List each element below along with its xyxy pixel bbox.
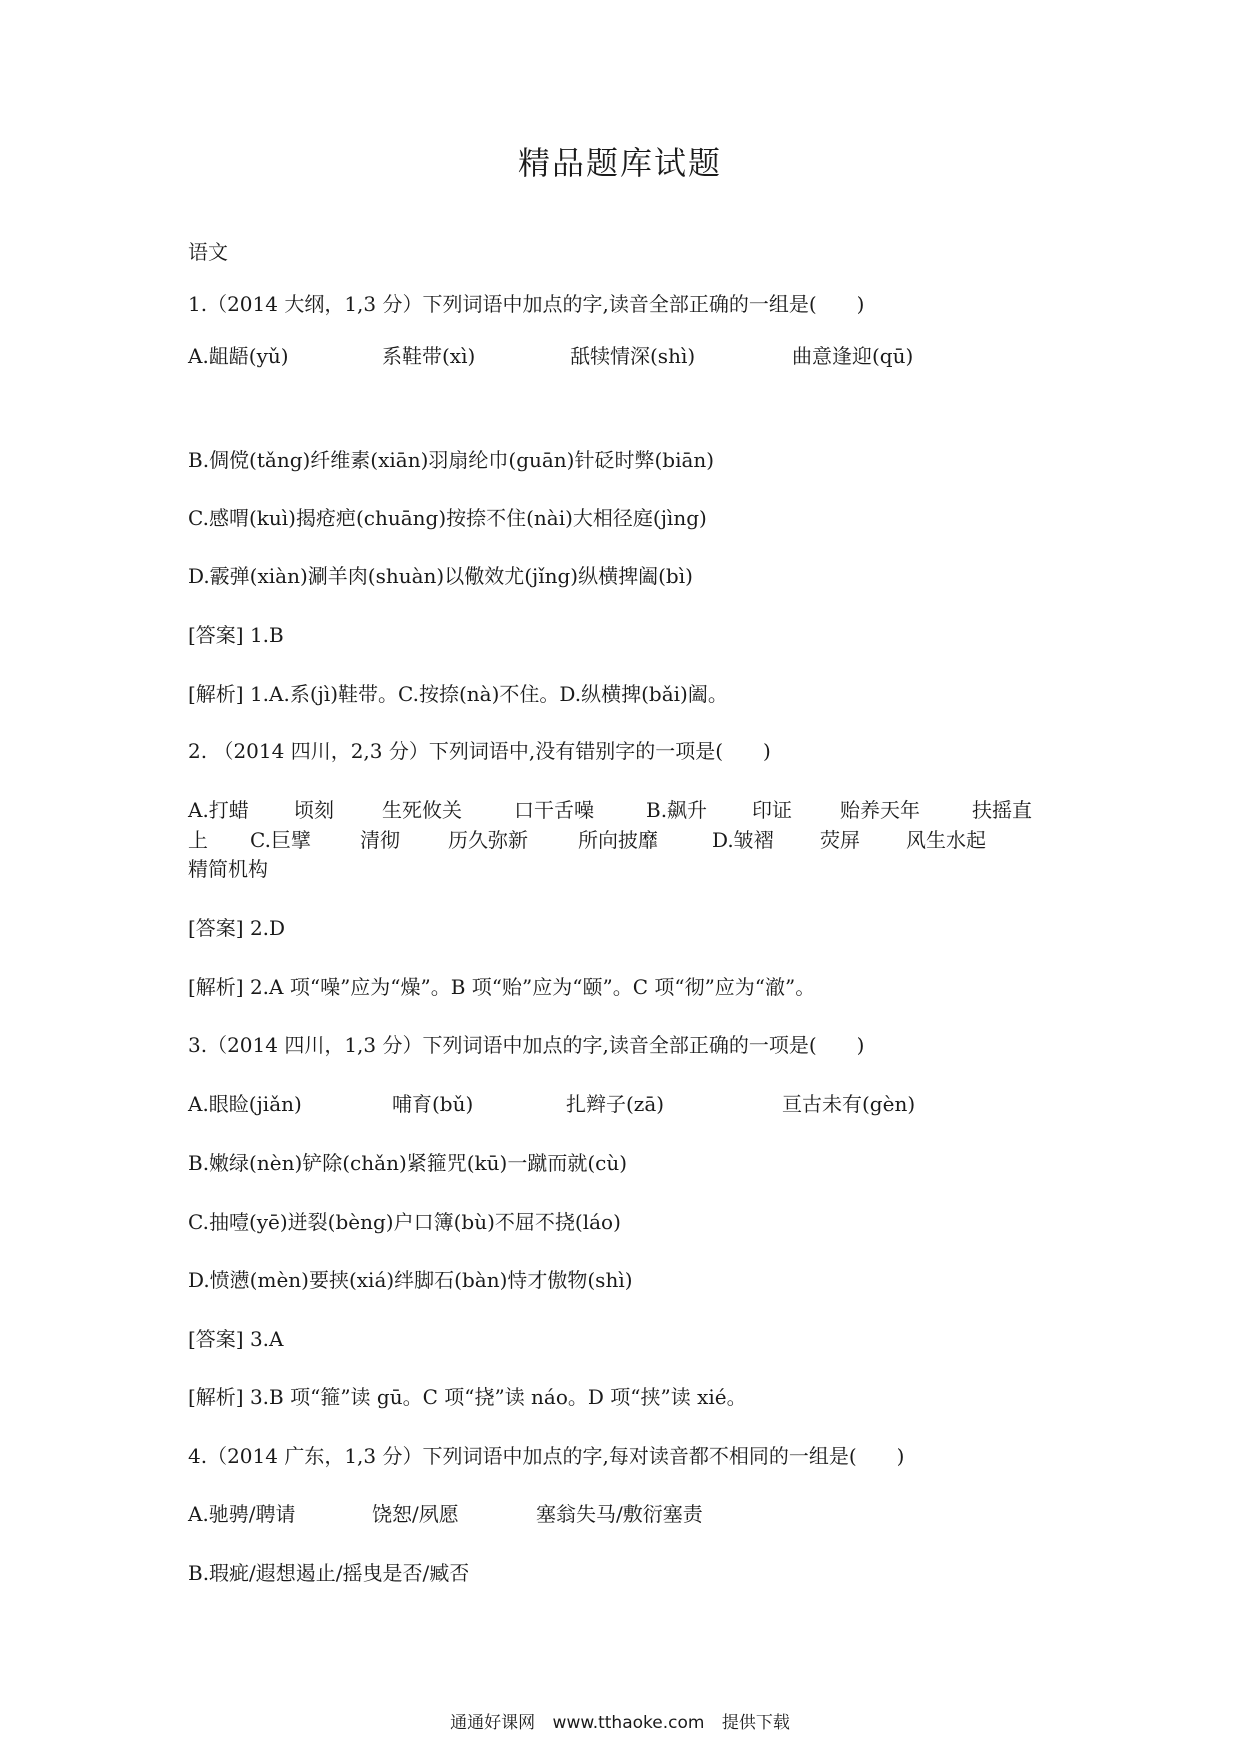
q2-answer: [答案] 2.D [188, 916, 286, 940]
q1-option-d: D.霰弹(xiàn)涮羊肉(shuàn)以儆效尤(jǐng)纵横捭阖(bì) [188, 564, 693, 588]
q3-option-b: B.嫩绿(nèn)铲除(chǎn)紧箍咒(kū)一蹴而就(cù) [188, 1151, 628, 1175]
q2-line1-6: 印证 [752, 798, 792, 822]
q2-line2-4: 历久弥新 [448, 828, 528, 852]
q2-line1-8: 扶摇直 [972, 798, 1032, 822]
q3-option-a-1: A.眼睑(jiǎn) [188, 1092, 302, 1116]
q2-line2-6: D.皱褶 [712, 828, 774, 852]
q3-option-a-3: 扎辫子(zā) [566, 1092, 665, 1116]
q3-stem: 3.（2014 四川，1,3 分）下列词语中加点的字,读音全部正确的一项是( ) [188, 1033, 865, 1057]
q1-option-b: B.倜傥(tǎng)纤维素(xiān)羽扇纶巾(guān)针砭时弊(biān) [188, 448, 715, 472]
footer-note: 提供下载 [721, 1713, 790, 1733]
subject-label: 语文 [188, 240, 228, 264]
page-footer [0, 1708, 1240, 1733]
q2-line2-1: 上 [188, 828, 208, 852]
q1-option-a-3: 舐犊情深(shì) [570, 344, 696, 368]
q4-option-a-3: 塞翁失马/敷衍塞责 [536, 1502, 703, 1526]
footer-url[interactable]: www.tthaoke.com [552, 1713, 705, 1733]
q2-line1-2: 顷刻 [294, 798, 334, 822]
q2-line1-3: 生死攸关 [382, 798, 462, 822]
q3-option-d: D.愤懑(mèn)要挟(xiá)绊脚石(bàn)恃才傲物(shì) [188, 1268, 633, 1292]
q3-option-c: C.抽噎(yē)迸裂(bèng)户口簿(bù)不屈不挠(láo) [188, 1210, 621, 1234]
q4-option-a-1: A.驰骋/聘请 [188, 1502, 296, 1526]
q1-analysis: [解析] 1.A.系(jì)鞋带。C.按捺(nà)不住。D.纵横捭(bǎi)阖。 [188, 682, 728, 706]
page-title: 精品题库试题 [517, 144, 722, 182]
q1-option-a-1: A.龃龉(yǔ) [188, 344, 289, 368]
q2-line1-7: 贻养天年 [840, 798, 920, 822]
q1-answer: [答案] 1.B [188, 623, 284, 647]
q3-analysis: [解析] 3.B 项“箍”读 gū。C 项“挠”读 náo。D 项“挟”读 xié。 [188, 1385, 747, 1409]
q2-line2-7: 荧屏 [820, 828, 860, 852]
q2-stem: 2. （2014 四川，2,3 分）下列词语中,没有错别字的一项是( ) [188, 739, 771, 763]
q1-option-c: C.感喟(kuì)揭疮疤(chuāng)按捺不住(nài)大相径庭(jìng) [188, 506, 707, 530]
q4-stem: 4.（2014 广东，1,3 分）下列词语中加点的字,每对读音都不相同的一组是( ) [188, 1444, 905, 1468]
q3-option-a-4: 亘古未有(gèn) [782, 1092, 916, 1116]
q2-analysis: [解析] 2.A 项“噪”应为“燥”。B 项“贻”应为“颐”。C 项“彻”应为“澈”。 [188, 975, 816, 999]
q2-line3: 精简机构 [188, 857, 268, 881]
q3-option-a-2: 哺育(bǔ) [392, 1092, 474, 1116]
footer-site-name: 通通好课网 [450, 1713, 536, 1733]
q2-line1-5: B.飙升 [646, 798, 708, 822]
q2-line2-8: 风生水起 [906, 828, 986, 852]
q2-line2-2: C.巨擘 [250, 828, 311, 852]
q2-line1-1: A.打蜡 [188, 798, 249, 822]
q2-line1-4: 口干舌噪 [514, 798, 594, 822]
q4-option-b: B.瑕疵/遐想遏止/摇曳是否/臧否 [188, 1561, 470, 1585]
q2-line2-3: 清彻 [360, 828, 400, 852]
q4-option-a-2: 饶恕/夙愿 [372, 1502, 459, 1526]
q1-option-a-4: 曲意逢迎(qū) [792, 344, 914, 368]
q1-stem: 1.（2014 大纲，1,3 分）下列词语中加点的字,读音全部正确的一组是( ) [188, 292, 865, 316]
q1-option-a-2: 系鞋带(xì) [382, 344, 476, 368]
q2-line2-5: 所向披靡 [578, 828, 658, 852]
q3-answer: [答案] 3.A [188, 1327, 284, 1351]
